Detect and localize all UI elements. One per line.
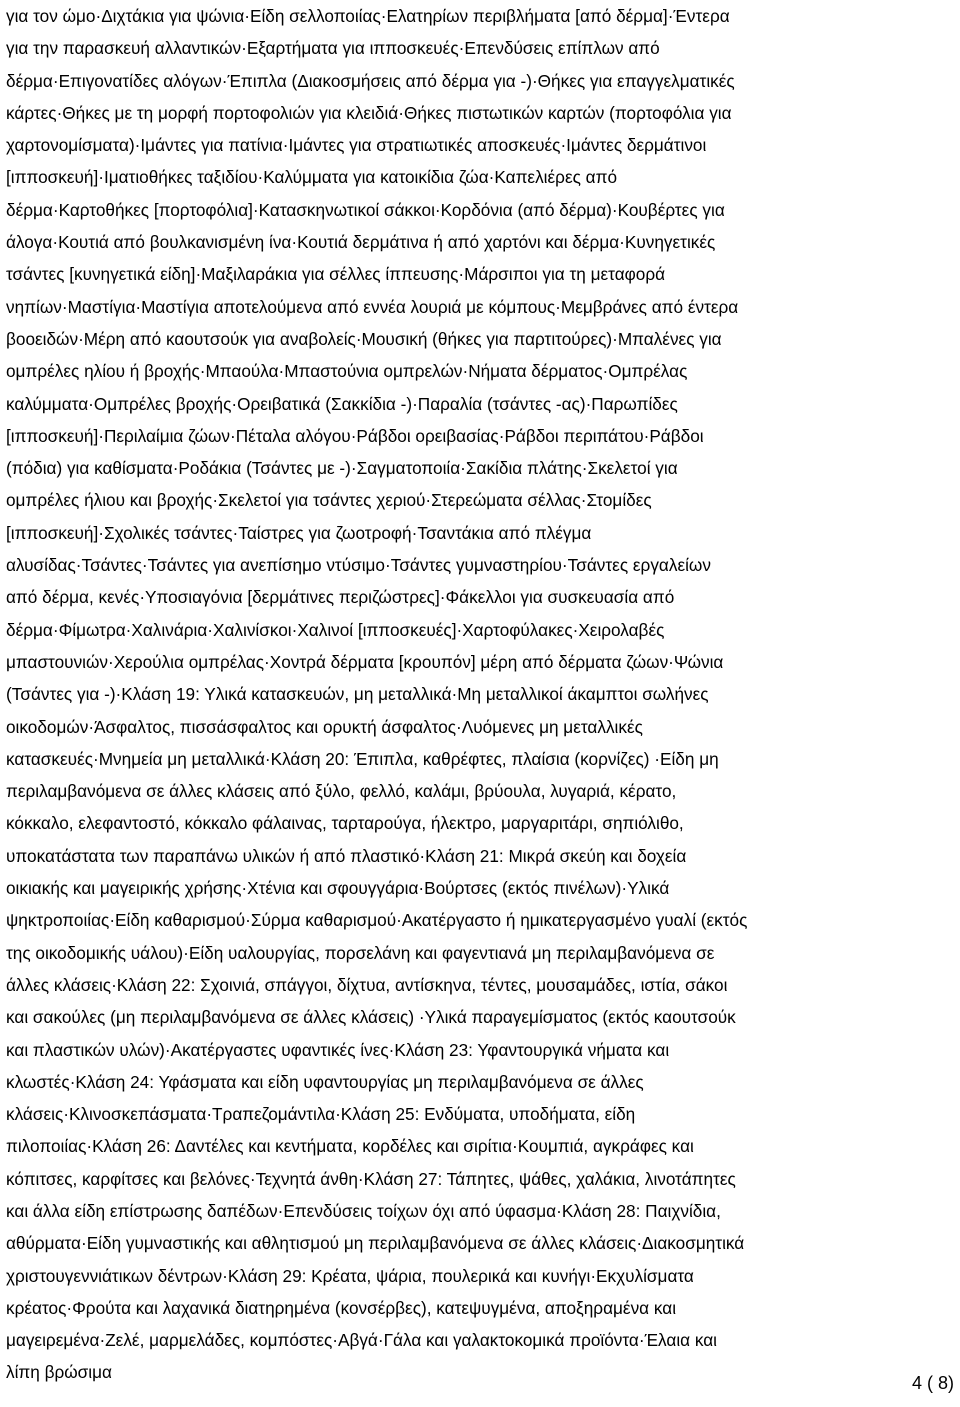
- text-line: [ιπποσκευή]·Σχολικές τσάντες·Ταίστρες για ζωοτροφή·Τσαντάκια από πλέγμα: [6, 522, 592, 543]
- text-line: άλογα·Κουτιά από βουλκανισμένη ίνα·Κουτιά δερμάτινα ή από χαρτόνι και δέρμα·Κυνηγετικές: [6, 232, 716, 253]
- text-line: άλλες κλάσεις·Κλάση 22: Σχοινιά, σπάγγοι, δίχτυα, αντίσκηνα, τέντες, μουσαμάδες, ιστία, σάκοι: [6, 974, 728, 995]
- text-line: αθύρματα·Είδη γυμναστικής και αθλητισμού μη περιλαμβανόμενα σε άλλες κλάσεις·Διακοσμητικά: [6, 1233, 745, 1254]
- text-line: κάρτες·Θήκες με τη μορφή πορτοφολιών για κλειδιά·Θήκες πιστωτικών καρτών (πορτοφόλια για: [6, 102, 732, 123]
- text-line: λίπη βρώσιμα: [6, 1362, 112, 1383]
- text-line: της οικοδομικής υάλου)·Είδη υαλουργίας, πορσελάνη και φαγεντιανά μη περιλαμβανόμενα σε: [6, 942, 715, 963]
- text-line: οικοδομών·Άσφαλτος, πισσάσφαλτος και ορυκτή άσφαλτος·Λυόμενες μη μεταλλικές: [6, 716, 643, 737]
- text-line: μπαστουνιών·Χερούλια ομπρέλας·Χοντρά δέρματα [κρουπόν] μέρη από δέρματα ζώων·Ψώνια: [6, 651, 724, 672]
- text-line: και σακούλες (μη περιλαμβανόμενα σε άλλες κλάσεις) ·Υλικά παραγεμίσματος (εκτός καουτσούκ: [6, 1007, 736, 1028]
- text-line: υποκατάστατα των παραπάνω υλικών ή από πλαστικό·Κλάση 21: Μικρά σκεύη και δοχεία: [6, 845, 687, 866]
- text-line: αλυσίδας·Τσάντες·Τσάντες για ανεπίσημο ντύσιμο·Τσάντες γυμναστηρίου·Τσάντες εργαλείων: [6, 555, 711, 576]
- text-line: δέρμα·Φίμωτρα·Χαλινάρια·Χαλινίσκοι·Χαλινοί [ιπποσκευές]·Χαρτοφύλακες·Χειρολαβές: [6, 619, 665, 640]
- text-line: τσάντες [κυνηγετικά είδη]·Μαξιλαράκια για σέλλες ίππευσης·Μάρσιποι για τη μεταφορά: [6, 264, 666, 285]
- page-number: 4 ( 8): [911, 1373, 954, 1393]
- text-line: και άλλα είδη επίστρωσης δαπέδων·Επενδύσεις τοίχων όχι από ύφασμα·Κλάση 28: Παιχνίδια,: [6, 1200, 721, 1221]
- text-line: πιλοποιίας·Κλάση 26: Δαντέλες και κεντήματα, κορδέλες και σιρίτια·Κουμπιά, αγκράφες και: [6, 1136, 694, 1157]
- text-line: κόπιτσες, καρφίτσες και βελόνες·Τεχνητά άνθη·Κλάση 27: Τάπητες, ψάθες, χαλάκια, λινοτάπητες: [6, 1168, 736, 1189]
- text-line: ομπρέλες ηλίου ή βροχής·Μπαούλα·Μπαστούνια ομπρελών·Νήματα δέρματος·Ομπρέλας: [6, 361, 688, 382]
- text-line: και πλαστικών υλών)·Ακατέργαστες υφαντικές ίνες·Κλάση 23: Υφαντουργικά νήματα και: [6, 1039, 670, 1060]
- text-line: ομπρέλες ήλιου και βροχής·Σκελετοί για τσάντες χεριού·Στερεώματα σέλλας·Στομίδες: [6, 490, 652, 511]
- text-line: χριστουγεννιάτικων δέντρων·Κλάση 29: Κρέατα, ψάρια, πουλερικά και κυνήγι·Εκχυλίσματα: [6, 1265, 694, 1286]
- text-line: περιλαμβανόμενα σε άλλες κλάσεις από ξύλο, φελλό, καλάμι, βρύουλα, λυγαριά, κέρατο,: [6, 781, 677, 802]
- text-line: βοοειδών·Μέρη από καουτσούκ για αναβολείς·Μουσική (θήκες για παρτιτούρες)·Μπαλένες για: [6, 328, 722, 349]
- text-line: ψηκτροποιίας·Είδη καθαρισμού·Σύρμα καθαρισμού·Ακατέργαστο ή ημικατεργασμένο γυαλί (εκτός: [6, 910, 748, 931]
- text-line: για τον ώμο·Διχτάκια για ψώνια·Είδη σελλοποιίας·Ελατηρίων περιβλήματα [από δέρμα]·Έντερα: [6, 6, 730, 26]
- text-line: κρέατος·Φρούτα και λαχανικά διατηρημένα (κονσέρβες), κατεψυγμένα, αποξηραμένα και: [6, 1297, 677, 1318]
- text-line: (πόδια) για καθίσματα·Ροδάκια (Τσάντες με -)·Σαγματοποιία·Σακίδια πλάτης·Σκελετοί για: [6, 458, 678, 479]
- text-line: κλάσεις·Κλινοσκεπάσματα·Τραπεζομάντιλα·Κλάση 25: Ενδύματα, υποδήματα, είδη: [6, 1104, 636, 1125]
- text-line: οικιακής και μαγειρικής χρήσης·Χτένια και σφουγγάρια·Βούρτσες (εκτός πινέλων)·Υλικά: [6, 878, 670, 899]
- text-line: κόκκαλο, ελεφαντοστό, κόκκαλο φάλαινας, ταρταρούγα, ήλεκτρο, μαργαριτάρι, σηπιόλιθο,: [6, 813, 684, 834]
- text-line: για την παρασκευή αλλαντικών·Εξαρτήματα για ιπποσκευές·Επενδύσεις επίπλων από: [6, 38, 660, 59]
- text-line: κατασκευές·Μνημεία μη μεταλλικά·Κλάση 20: Έπιπλα, καθρέφτες, πλαίσια (κορνίζες) ·Είδη μη: [6, 748, 719, 769]
- text-line: δέρμα·Επιγονατίδες αλόγων·Έπιπλα (Διακοσμήσεις από δέρμα για -)·Θήκες για επαγγελματικές: [6, 70, 735, 91]
- text-line: μαγειρεμένα·Ζελέ, μαρμελάδες, κομπόστες·Αβγά·Γάλα και γαλακτοκομικά προϊόντα·Έλαια και: [6, 1330, 717, 1351]
- document-body: [6, 0, 954, 1389]
- text-line: από δέρμα, κενές·Υποσιαγόνια [δερμάτινες περιζώστρες]·Φάκελλοι για συσκευασία από: [6, 587, 675, 608]
- text-line: κλωστές·Κλάση 24: Υφάσματα και είδη υφαντουργίας μη περιλαμβανόμενα σε άλλες: [6, 1071, 644, 1092]
- text-line: δέρμα·Καρτοθήκες [πορτοφόλια]·Κατασκηνωτικοί σάκκοι·Κορδόνια (από δέρμα)·Κουβέρτες για: [6, 199, 725, 220]
- text-line: νηπίων·Μαστίγια·Μαστίγια αποτελούμενα από εννέα λουριά με κόμπους·Μεμβράνες από έντερα: [6, 296, 739, 317]
- text-line: χαρτονομίσματα)·Ιμάντες για πατίνια·Ιμάντες για στρατιωτικές αποσκευές·Ιμάντες δερμάτινοι: [6, 135, 707, 156]
- text-line: [ιπποσκευή]·Ιματιοθήκες ταξιδίου·Καλύμματα για κατοικίδια ζώα·Καπελιέρες από: [6, 167, 618, 188]
- text-line: καλύμματα·Ομπρέλες βροχής·Ορειβατικά (Σακκίδια -)·Παραλία (τσάντες -ας)·Παρωπίδες: [6, 393, 678, 414]
- text-line: (Τσάντες για -)·Κλάση 19: Υλικά κατασκευών, μη μεταλλικά·Μη μεταλλικοί άκαμπτοι σωλήνες: [6, 684, 709, 705]
- text-line: [ιπποσκευή]·Περιλαίμια ζώων·Πέταλα αλόγου·Ράβδοι ορειβασίας·Ράβδοι περιπάτου·Ράβδοι: [6, 425, 704, 446]
